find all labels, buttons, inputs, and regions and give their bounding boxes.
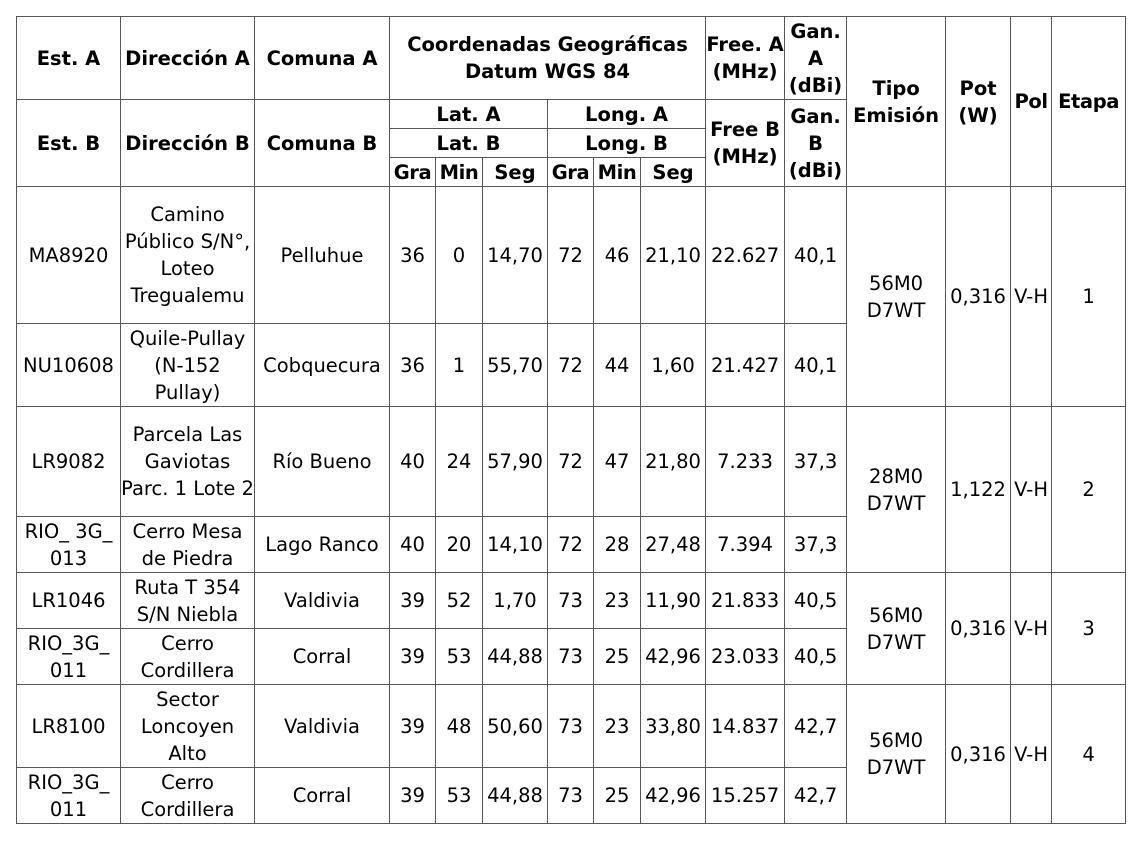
- header-lat-a: Lat. A: [390, 100, 548, 129]
- header-pot: Pot (W): [946, 17, 1011, 187]
- cell-lat-seg: 44,88: [483, 768, 548, 824]
- cell-free: 22.627: [706, 187, 785, 324]
- cell-long-min: 44: [594, 324, 641, 407]
- cell-comuna: Cobquecura: [255, 324, 390, 407]
- cell-pot: 1,122: [946, 407, 1011, 573]
- cell-lat-seg: 14,70: [483, 187, 548, 324]
- header-pol: Pol: [1011, 17, 1052, 187]
- cell-lat-gra: 40: [390, 517, 436, 573]
- cell-long-gra: 72: [548, 407, 594, 517]
- cell-pol: V-H: [1011, 187, 1052, 407]
- cell-est: LR1046: [17, 573, 121, 629]
- header-gan-b: Gan. B (dBi): [785, 100, 847, 187]
- cell-long-gra: 73: [548, 573, 594, 629]
- cell-lat-min: 24: [436, 407, 483, 517]
- cell-tipo-emision: 28M0 D7WT: [847, 407, 946, 573]
- cell-lat-min: 0: [436, 187, 483, 324]
- header-free-b: Free B (MHz): [706, 100, 785, 187]
- header-long-seg: Seg: [641, 158, 706, 187]
- cell-long-min: 46: [594, 187, 641, 324]
- header-direccion-b: Dirección B: [121, 100, 255, 187]
- cell-est: RIO_ 3G_ 013: [17, 517, 121, 573]
- cell-long-gra: 72: [548, 324, 594, 407]
- cell-est: NU10608: [17, 324, 121, 407]
- cell-long-gra: 73: [548, 629, 594, 685]
- cell-est: RIO_3G_ 011: [17, 629, 121, 685]
- header-gan-a: Gan. A (dBi): [785, 17, 847, 100]
- cell-long-min: 47: [594, 407, 641, 517]
- cell-comuna: Lago Ranco: [255, 517, 390, 573]
- cell-lat-min: 52: [436, 573, 483, 629]
- cell-free: 21.427: [706, 324, 785, 407]
- cell-long-min: 23: [594, 573, 641, 629]
- header-direccion-a: Dirección A: [121, 17, 255, 100]
- cell-tipo-emision: 56M0 D7WT: [847, 573, 946, 685]
- header-lat-b: Lat. B: [390, 129, 548, 158]
- cell-etapa: 2: [1052, 407, 1126, 573]
- table-row: [17, 685, 1126, 768]
- cell-comuna: Corral: [255, 629, 390, 685]
- cell-direccion: Camino Público S/N°, Loteo Tregualemu: [121, 187, 255, 324]
- cell-lat-gra: 36: [390, 187, 436, 324]
- cell-long-seg: 33,80: [641, 685, 706, 768]
- cell-lat-seg: 44,88: [483, 629, 548, 685]
- cell-long-seg: 27,48: [641, 517, 706, 573]
- cell-long-seg: 42,96: [641, 629, 706, 685]
- header-lat-min: Min: [436, 158, 483, 187]
- cell-direccion: Ruta T 354 S/N Niebla: [121, 573, 255, 629]
- cell-free: 7.233: [706, 407, 785, 517]
- cell-long-seg: 11,90: [641, 573, 706, 629]
- cell-direccion: Parcela Las Gaviotas Parc. 1 Lote 2: [121, 407, 255, 517]
- cell-long-gra: 73: [548, 768, 594, 824]
- cell-pot: 0,316: [946, 685, 1011, 824]
- header-long-min: Min: [594, 158, 641, 187]
- cell-direccion: Cerro Cordillera: [121, 768, 255, 824]
- table-row: [17, 187, 1126, 324]
- header-free-a: Free. A (MHz): [706, 17, 785, 100]
- cell-pol: V-H: [1011, 685, 1052, 824]
- cell-long-gra: 72: [548, 187, 594, 324]
- cell-pol: V-H: [1011, 407, 1052, 573]
- cell-comuna: Corral: [255, 768, 390, 824]
- cell-gan: 40,5: [785, 573, 847, 629]
- cell-lat-gra: 40: [390, 407, 436, 517]
- cell-free: 7.394: [706, 517, 785, 573]
- header-lat-gra: Gra: [390, 158, 436, 187]
- cell-free: 14.837: [706, 685, 785, 768]
- cell-lat-gra: 39: [390, 768, 436, 824]
- cell-comuna: Pelluhue: [255, 187, 390, 324]
- cell-tipo-emision: 56M0 D7WT: [847, 187, 946, 407]
- cell-comuna: Valdivia: [255, 573, 390, 629]
- cell-pot: 0,316: [946, 187, 1011, 407]
- cell-comuna: Río Bueno: [255, 407, 390, 517]
- cell-long-seg: 42,96: [641, 768, 706, 824]
- cell-long-seg: 21,80: [641, 407, 706, 517]
- header-coordenadas: Coordenadas Geográficas Datum WGS 84: [390, 17, 706, 100]
- cell-lat-seg: 14,10: [483, 517, 548, 573]
- cell-lat-gra: 39: [390, 573, 436, 629]
- cell-long-seg: 1,60: [641, 324, 706, 407]
- cell-lat-seg: 57,90: [483, 407, 548, 517]
- header-comuna-a: Comuna A: [255, 17, 390, 100]
- cell-tipo-emision: 56M0 D7WT: [847, 685, 946, 824]
- cell-etapa: 1: [1052, 187, 1126, 407]
- cell-lat-seg: 50,60: [483, 685, 548, 768]
- cell-lat-seg: 1,70: [483, 573, 548, 629]
- cell-long-min: 28: [594, 517, 641, 573]
- cell-gan: 40,1: [785, 187, 847, 324]
- cell-direccion: Cerro Mesa de Piedra: [121, 517, 255, 573]
- cell-gan: 42,7: [785, 768, 847, 824]
- cell-gan: 40,5: [785, 629, 847, 685]
- cell-lat-seg: 55,70: [483, 324, 548, 407]
- header-tipo-emision: Tipo Emisión: [847, 17, 946, 187]
- cell-free: 23.033: [706, 629, 785, 685]
- header-est-a: Est. A: [17, 17, 121, 100]
- cell-gan: 40,1: [785, 324, 847, 407]
- cell-pot: 0,316: [946, 573, 1011, 685]
- radio-link-table: [16, 16, 1126, 824]
- cell-gan: 37,3: [785, 407, 847, 517]
- cell-lat-min: 53: [436, 629, 483, 685]
- cell-est: RIO_3G_ 011: [17, 768, 121, 824]
- table-row: [17, 407, 1126, 517]
- cell-lat-min: 53: [436, 768, 483, 824]
- cell-etapa: 4: [1052, 685, 1126, 824]
- cell-direccion: Sector Loncoyen Alto: [121, 685, 255, 768]
- cell-lat-gra: 39: [390, 629, 436, 685]
- cell-direccion: Quile-Pullay (N-152 Pullay): [121, 324, 255, 407]
- cell-free: 21.833: [706, 573, 785, 629]
- cell-long-seg: 21,10: [641, 187, 706, 324]
- cell-long-gra: 73: [548, 685, 594, 768]
- cell-est: LR8100: [17, 685, 121, 768]
- cell-long-min: 25: [594, 768, 641, 824]
- header-long-b: Long. B: [548, 129, 706, 158]
- header-long-a: Long. A: [548, 100, 706, 129]
- cell-est: MA8920: [17, 187, 121, 324]
- header-long-gra: Gra: [548, 158, 594, 187]
- cell-est: LR9082: [17, 407, 121, 517]
- cell-lat-min: 20: [436, 517, 483, 573]
- cell-lat-min: 48: [436, 685, 483, 768]
- table-row: [17, 573, 1126, 629]
- cell-comuna: Valdivia: [255, 685, 390, 768]
- cell-gan: 37,3: [785, 517, 847, 573]
- cell-long-min: 23: [594, 685, 641, 768]
- cell-long-min: 25: [594, 629, 641, 685]
- header-est-b: Est. B: [17, 100, 121, 187]
- cell-lat-min: 1: [436, 324, 483, 407]
- cell-free: 15.257: [706, 768, 785, 824]
- header-comuna-b: Comuna B: [255, 100, 390, 187]
- header-lat-seg: Seg: [483, 158, 548, 187]
- cell-pol: V-H: [1011, 573, 1052, 685]
- cell-gan: 42,7: [785, 685, 847, 768]
- cell-direccion: Cerro Cordillera: [121, 629, 255, 685]
- header-etapa: Etapa: [1052, 17, 1126, 187]
- cell-lat-gra: 36: [390, 324, 436, 407]
- cell-lat-gra: 39: [390, 685, 436, 768]
- cell-long-gra: 72: [548, 517, 594, 573]
- cell-etapa: 3: [1052, 573, 1126, 685]
